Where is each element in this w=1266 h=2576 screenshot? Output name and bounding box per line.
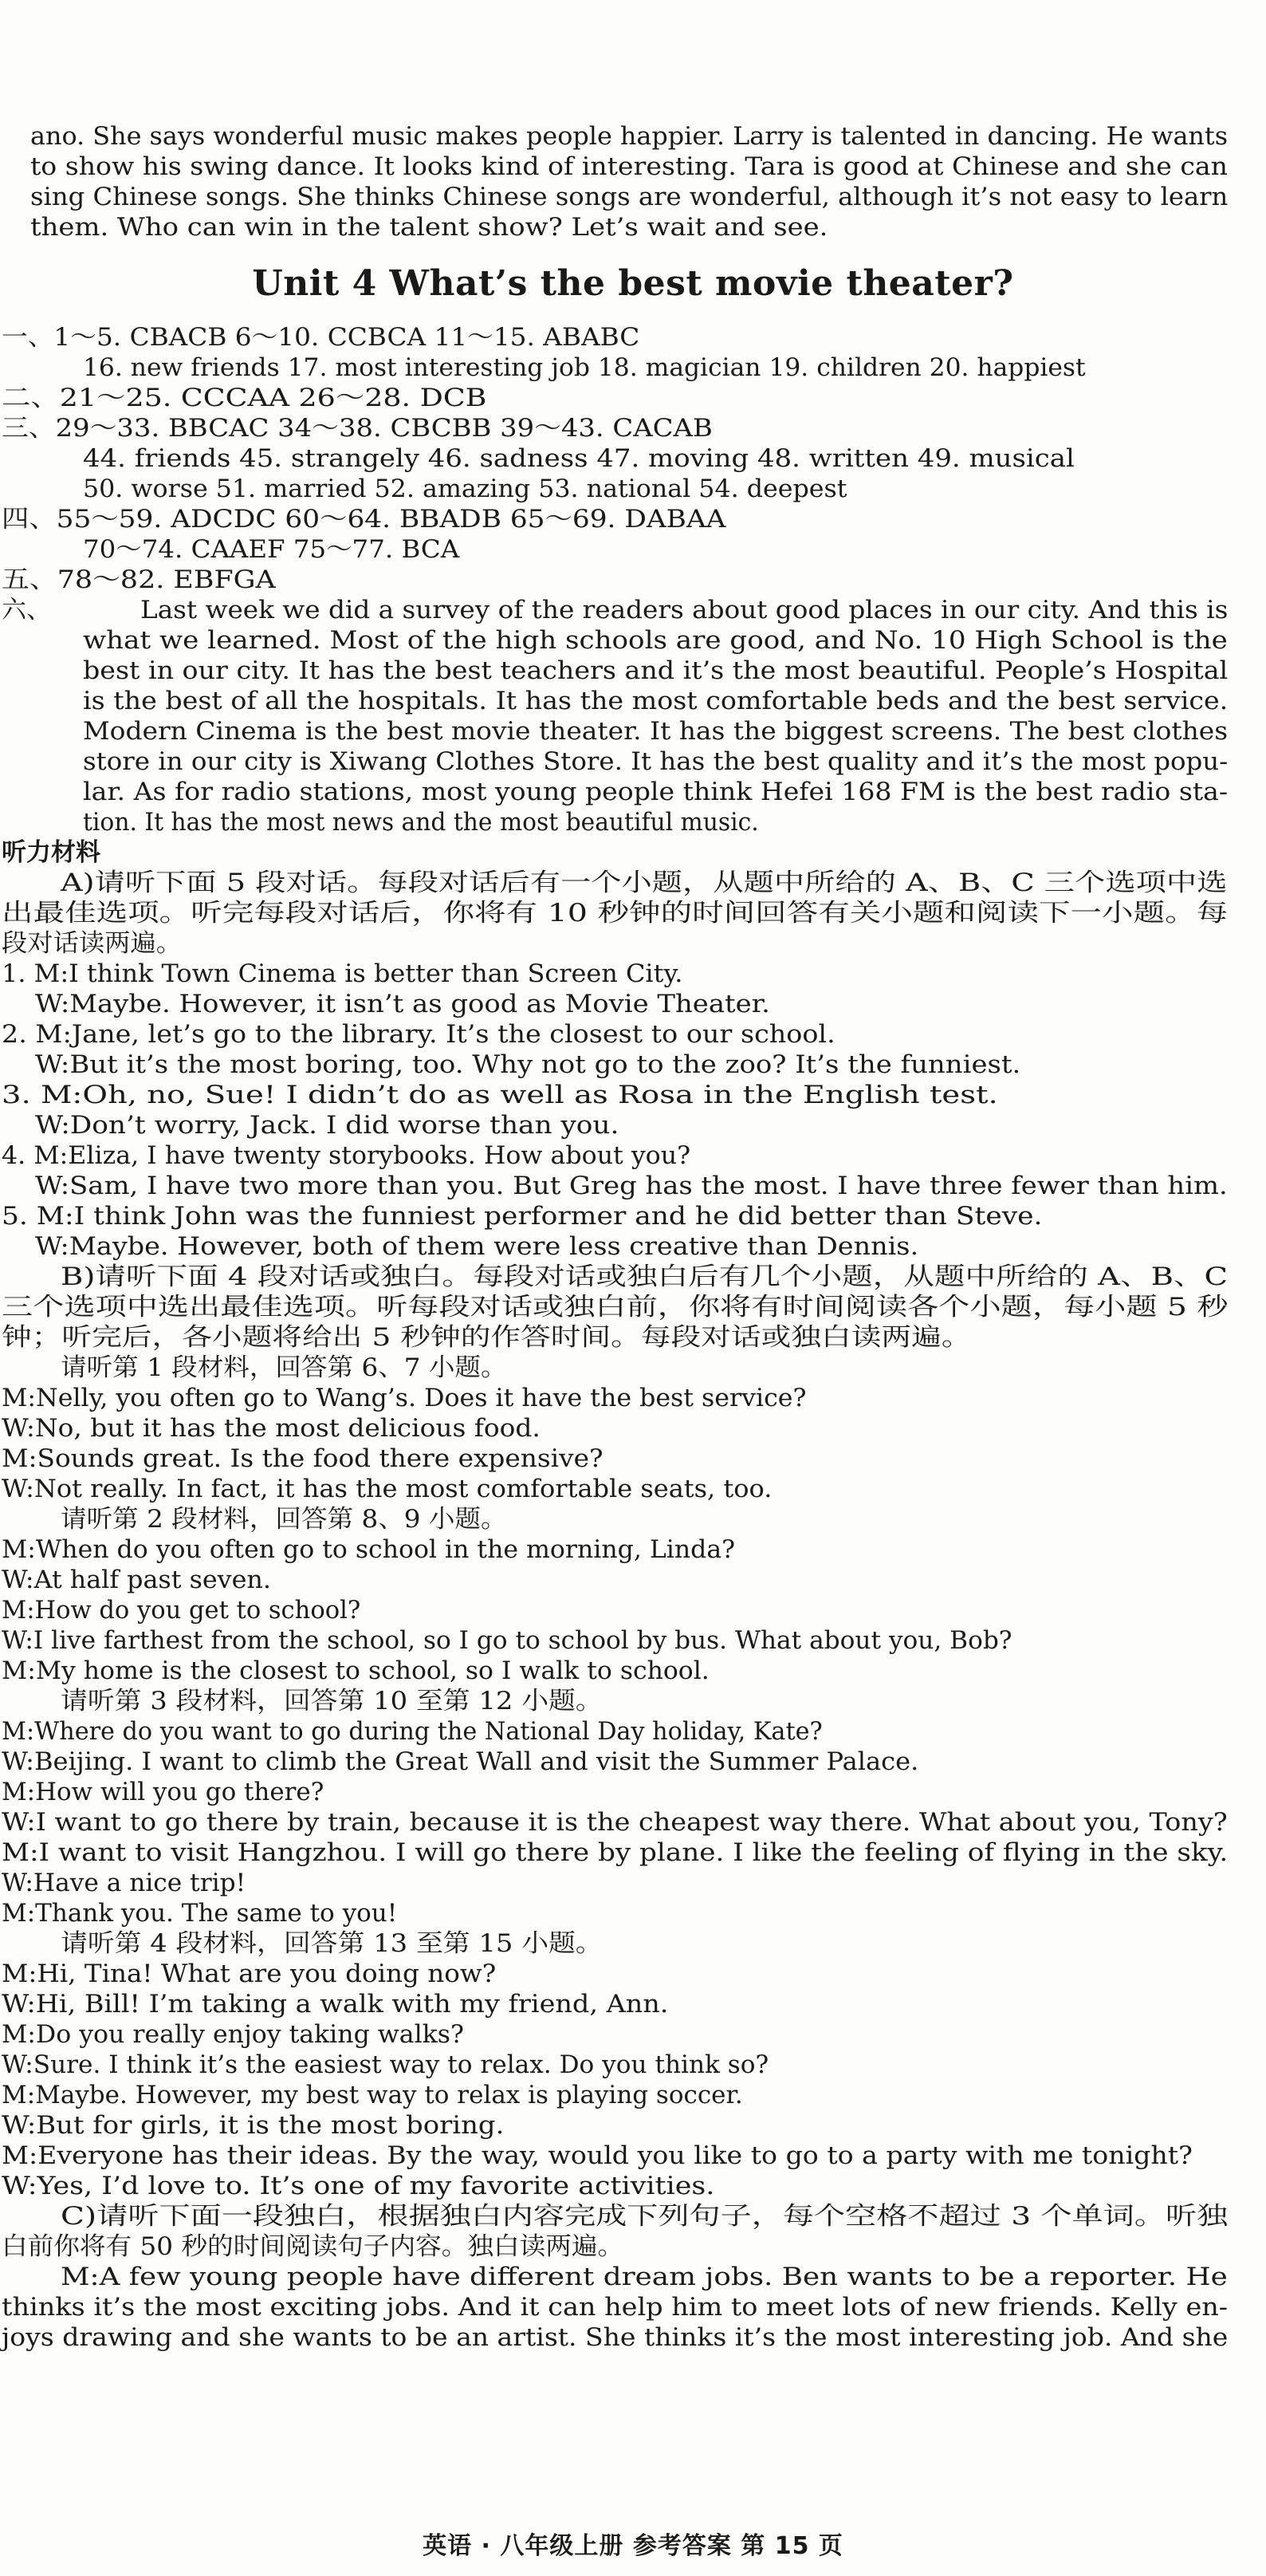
listening-line: W:Not really. In fact, it has the most comfortable seats, too. [2,1475,773,1503]
writing-line: is the best of all the hospitals. It has the most comfortable beds and the best service. [83,687,1229,715]
listening-line: 请听第 1 段材料，回答第 6、7 小题。 [61,1353,507,1382]
listening-line: M:Maybe. However, my best way to relax is playing soccer. [2,2081,743,2109]
intro-line: them. Who can win in the talent show? Let’s wait and see. [30,213,828,242]
listening-line: 4. M:Eliza, I have twenty storybooks. How about you? [2,1141,691,1170]
listening-line: 3. M:Oh, no, Sue! I didn’t do as well as Rosa in the English test. [2,1081,998,1109]
listening-line: M:My home is the closest to school, so I walk to school. [2,1656,710,1685]
listening-line: W:I want to go there by train, because it is the cheapest way there. What about you, Tony? [2,1808,1228,1837]
listening-line: W:Sam, I have two more than you. But Greg has the most. I have three fewer than him. [35,1172,1228,1200]
listening-line: 5. M:I think John was the funniest performer and he did better than Steve. [2,1202,1043,1231]
answer-line: 二、21～25. CCCAA 26～28. DCB [2,384,487,412]
listening-line: 出最佳选项。听完每段对话后，你将有 10 秒钟的时间回答有关小题和阅读下一小题。每 [2,899,1229,928]
listening-line: 白前你将有 50 秒的时间阅读句子内容。独白读两遍。 [2,2232,624,2261]
listening-line: W:Maybe. However, both of them were less creative than Dennis. [35,1232,919,1261]
listening-line: M:Hi, Tina! What are you doing now? [2,1960,497,1988]
listening-line: W:At half past seven. [2,1566,271,1594]
answer-line: 五、78～82. EBFGA [2,565,276,594]
listening-line: W:Sure. I think it’s the easiest way to relax. Do you think so? [2,2050,769,2079]
page-footer: 英语 · 八年级上册 参考答案 第 15 页 [423,2532,843,2560]
answer-line: 一、1～5. CBACB 6～10. CCBCA 11～15. ABABC [2,323,640,352]
writing-line: Last week we did a survey of the readers about good places in our city. And this is [140,596,1229,624]
writing-line: best in our city. It has the best teachers and it’s the most beautiful. People’s Hospital [83,656,1229,685]
listening-line: M:A few young people have different dream jobs. Ben wants to be a reporter. He [61,2263,1228,2291]
listening-line: 请听第 3 段材料，回答第 10 至第 12 小题。 [61,1687,603,1715]
listening-line: 段对话读两遍。 [2,929,183,958]
listening-line: M:Sounds great. Is the food there expensive? [2,1444,604,1473]
answer-line: 四、55～59. ADCDC 60～64. BBADB 65～69. DABAA [2,505,726,534]
listening-line: W:But for girls, it is the most boring. [2,2111,505,2140]
answer-line: 50. worse 51. married 52. amazing 53. national 54. deepest [83,475,847,503]
listening-line: M:Everyone has their ideas. By the way, would you like to go to a party with me tonight? [2,2141,1193,2170]
listening-line: 1. M:I think Town Cinema is better than Screen City. [2,959,683,988]
listening-line: 钟；听完后，各小题将给出 5 秒钟的作答时间。每段对话或独白读两遍。 [2,1323,972,1352]
listening-line: 请听第 2 段材料，回答第 8、9 小题。 [61,1505,507,1534]
listening-heading: 听力材料 [2,838,100,867]
listening-line: 2. M:Jane, let’s go to the library. It’s the closest to our school. [2,1020,835,1049]
listening-line: W:I live farthest from the school, so I go to school by bus. What about you, Bob? [2,1626,1012,1655]
intro-line: sing Chinese songs. She thinks Chinese songs are wonderful, although it’s not easy to learn [30,183,1229,211]
listening-line: B)请听下面 4 段对话或独白。每段对话或独白后有几个小题，从题中所给的 A、B、C [61,1262,1229,1291]
listening-line: thinks it’s the most exciting jobs. And it can help him to meet lots of new friends. Kelly en- [2,2293,1229,2322]
listening-line: W:Don’t worry, Jack. I did worse than you. [35,1111,619,1140]
listening-line: 请听第 4 段材料，回答第 13 至第 15 小题。 [61,1929,603,1958]
listening-line: M:Nelly, you often go to Wang’s. Does it have the best service? [2,1384,807,1412]
listening-line: M:How will you go there? [2,1778,324,1806]
listening-line: 三个选项中选出最佳选项。听每段对话或独白前，你将有时间阅读各个小题，每小题 5 秒 [2,1293,1229,1321]
unit-title: Unit 4 What’s the best movie theater? [252,263,1014,304]
listening-line: W:Have a nice trip! [2,1869,246,1897]
listening-line: W:But it’s the most boring, too. Why not go to the zoo? It’s the funniest. [35,1050,1021,1079]
answer-line: 70～74. CAAEF 75～77. BCA [83,535,460,564]
listening-line: M:Where do you want to go during the National Day holiday, Kate? [2,1717,823,1746]
listening-line: W:Hi, Bill! I’m taking a walk with my friend, Ann. [2,1990,669,2019]
listening-line: M:Thank you. The same to you! [2,1899,398,1928]
listening-line: M:I want to visit Hangzhou. I will go there by plane. I like the feeling of flying in the sky. [2,1838,1229,1867]
writing-line: store in our city is Xiwang Clothes Store. It has the best quality and it’s the most popu- [83,747,1229,776]
writing-line: tion. It has the most news and the most beautiful music. [83,808,759,837]
listening-line: W:No, but it has the most delicious food. [2,1414,541,1443]
writing-line: Modern Cinema is the best movie theater. It has the biggest screens. The best clothes [83,717,1229,746]
listening-line: A)请听下面 5 段对话。每段对话后有一个小题，从题中所给的 A、B、C 三个选项中选 [61,869,1228,897]
writing-line: lar. As for radio stations, most young people think Hefei 168 FM is the best radio sta- [83,778,1229,806]
listening-line: joys drawing and she wants to be an artist. She thinks it’s the most interesting job. And she [2,2323,1229,2352]
writing-line: what we learned. Most of the high schools are good, and No. 10 High School is the [83,626,1228,655]
listening-line: M:Do you really enjoy taking walks? [2,2020,464,2049]
listening-line: C)请听下面一段独白，根据独白内容完成下列句子，每个空格不超过 3 个单词。听独 [61,2202,1229,2231]
answer-line: 三、29～33. BBCAC 34～38. CBCBB 39～43. CACAB [2,414,713,443]
listening-line: W:Yes, I’d love to. It’s one of my favorite activities. [2,2172,715,2200]
intro-line: to show his swing dance. It looks kind of interesting. Tara is good at Chinese and she can [30,152,1228,181]
listening-line: W:Maybe. However, it isn’t as good as Movie Theater. [35,990,770,1018]
writing-label: 六、 [2,596,51,624]
listening-line: M:How do you get to school? [2,1596,361,1625]
listening-line: M:When do you often go to school in the morning, Linda? [2,1535,736,1564]
answer-line: 16. new friends 17. most interesting job 18. magician 19. children 20. happiest [83,353,1086,382]
listening-line: W:Beijing. I want to climb the Great Wall and visit the Summer Palace. [2,1747,919,1776]
answer-line: 44. friends 45. strangely 46. sadness 47. moving 48. written 49. musical [83,444,1075,473]
intro-line: ano. She says wonderful music makes people happier. Larry is talented in dancing. He wants [30,122,1229,151]
